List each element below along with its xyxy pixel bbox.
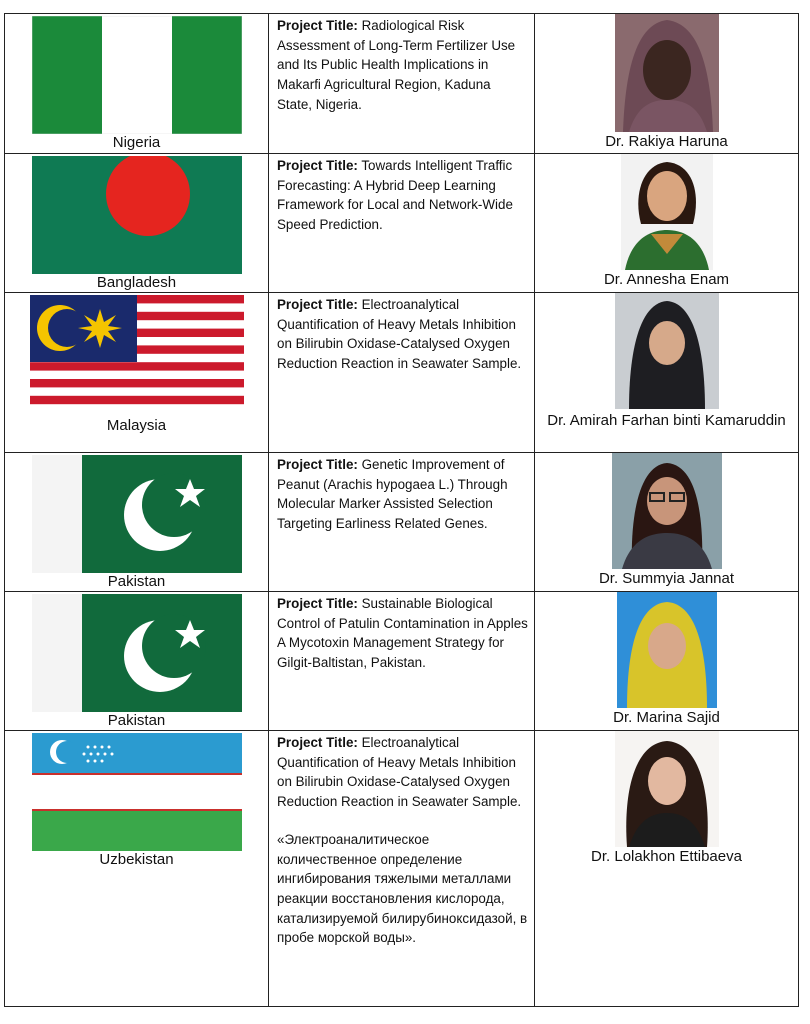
portrait-avatar	[621, 154, 713, 270]
portrait-avatar	[612, 453, 722, 569]
flag-cell	[5, 293, 269, 453]
project-title-label: Project Title:	[277, 18, 358, 33]
table-row	[5, 731, 799, 1007]
photo-cell	[535, 731, 799, 1007]
flag-cell	[5, 154, 269, 293]
project-cell	[269, 14, 535, 154]
project-cell	[269, 453, 535, 592]
country-name: Pakistan	[107, 573, 166, 590]
flag-cell	[5, 453, 269, 592]
flag-cell	[5, 731, 269, 1007]
person-name: Dr. Marina Sajid	[613, 709, 720, 726]
photo-cell	[535, 592, 799, 731]
flag-cell	[5, 592, 269, 731]
photo-cell	[535, 453, 799, 592]
project-cell	[269, 592, 535, 731]
person-name: Dr. Rakiya Haruna	[605, 133, 728, 150]
project-title: Electroanalytical Quantification of Heavy Metals Inhibition on Bilirubin Oxidase-Catalysed Oxygen Reduction Reaction in Seawater Sample.	[277, 297, 522, 372]
portrait-avatar	[615, 293, 719, 409]
bangladesh-flag-icon	[32, 156, 242, 274]
table-row	[5, 154, 799, 293]
malaysia-flag-icon	[30, 295, 244, 413]
country-name: Uzbekistan	[99, 851, 174, 868]
project-title-label: Project Title:	[277, 735, 358, 750]
person-name: Dr. Lolakhon Ettibaeva	[591, 848, 742, 865]
project-cell	[269, 154, 535, 293]
country-name: Bangladesh	[96, 274, 177, 291]
table-row	[5, 293, 799, 453]
project-title: Radiological Risk Assessment of Long-Term Fertilizer Use and Its Public Health Implications in Makarfi Agricultural Region, Kaduna State, Nigeria.	[277, 18, 516, 112]
portrait-avatar	[615, 14, 719, 132]
flag-cell	[5, 14, 269, 154]
project-cell	[269, 731, 535, 1007]
uzbekistan-flag-icon	[32, 733, 242, 851]
country-name: Malaysia	[106, 417, 167, 434]
project-title: Genetic Improvement of Peanut (Arachis hypogaea L.) Through Molecular Marker Assisted Selection Targeting Earliness Related Genes.	[277, 457, 508, 532]
project-title-label: Project Title:	[277, 596, 358, 611]
project-title-label: Project Title:	[277, 457, 358, 472]
project-cell	[269, 293, 535, 453]
table-row	[5, 14, 799, 154]
project-title: Electroanalytical Quantification of Heavy Metals Inhibition on Bilirubin Oxidase-Catalysed Oxygen Reduction Reaction in Seawater Sample.	[277, 735, 522, 810]
portrait-avatar	[617, 592, 717, 708]
table-row	[5, 453, 799, 592]
nigeria-flag-icon	[32, 16, 242, 134]
project-title-label: Project Title:	[277, 297, 358, 312]
country-name: Pakistan	[107, 712, 166, 729]
project-title-russian: «Электроаналитическое количественное определение ингибирования тяжелыми металлами реакции восстановления кислорода, катализируемой билирубиноксидазой, в пробе морской воды».	[277, 831, 528, 946]
country-name: Nigeria	[112, 134, 161, 151]
pakistan-flag-icon	[32, 455, 242, 573]
person-name: Dr. Amirah Farhan binti Kamaruddin	[547, 412, 786, 429]
portrait-avatar	[615, 731, 719, 847]
project-title: Sustainable Biological Control of Patulin Contamination in Apples A Mycotoxin Management Strategy for Gilgit-Baltistan, Pakistan.	[277, 596, 528, 671]
pakistan-flag-icon	[32, 594, 242, 712]
photo-cell	[535, 154, 799, 293]
project-title: Towards Intelligent Traffic Forecasting: A Hybrid Deep Learning Framework for Local and Network-Wide Speed Prediction.	[277, 158, 513, 233]
scholars-table	[4, 13, 799, 1007]
photo-cell	[535, 14, 799, 154]
person-name: Dr. Summyia Jannat	[598, 570, 735, 587]
table-row	[5, 592, 799, 731]
project-title-label: Project Title:	[277, 158, 358, 173]
person-name: Dr. Annesha Enam	[603, 271, 730, 288]
photo-cell	[535, 293, 799, 453]
